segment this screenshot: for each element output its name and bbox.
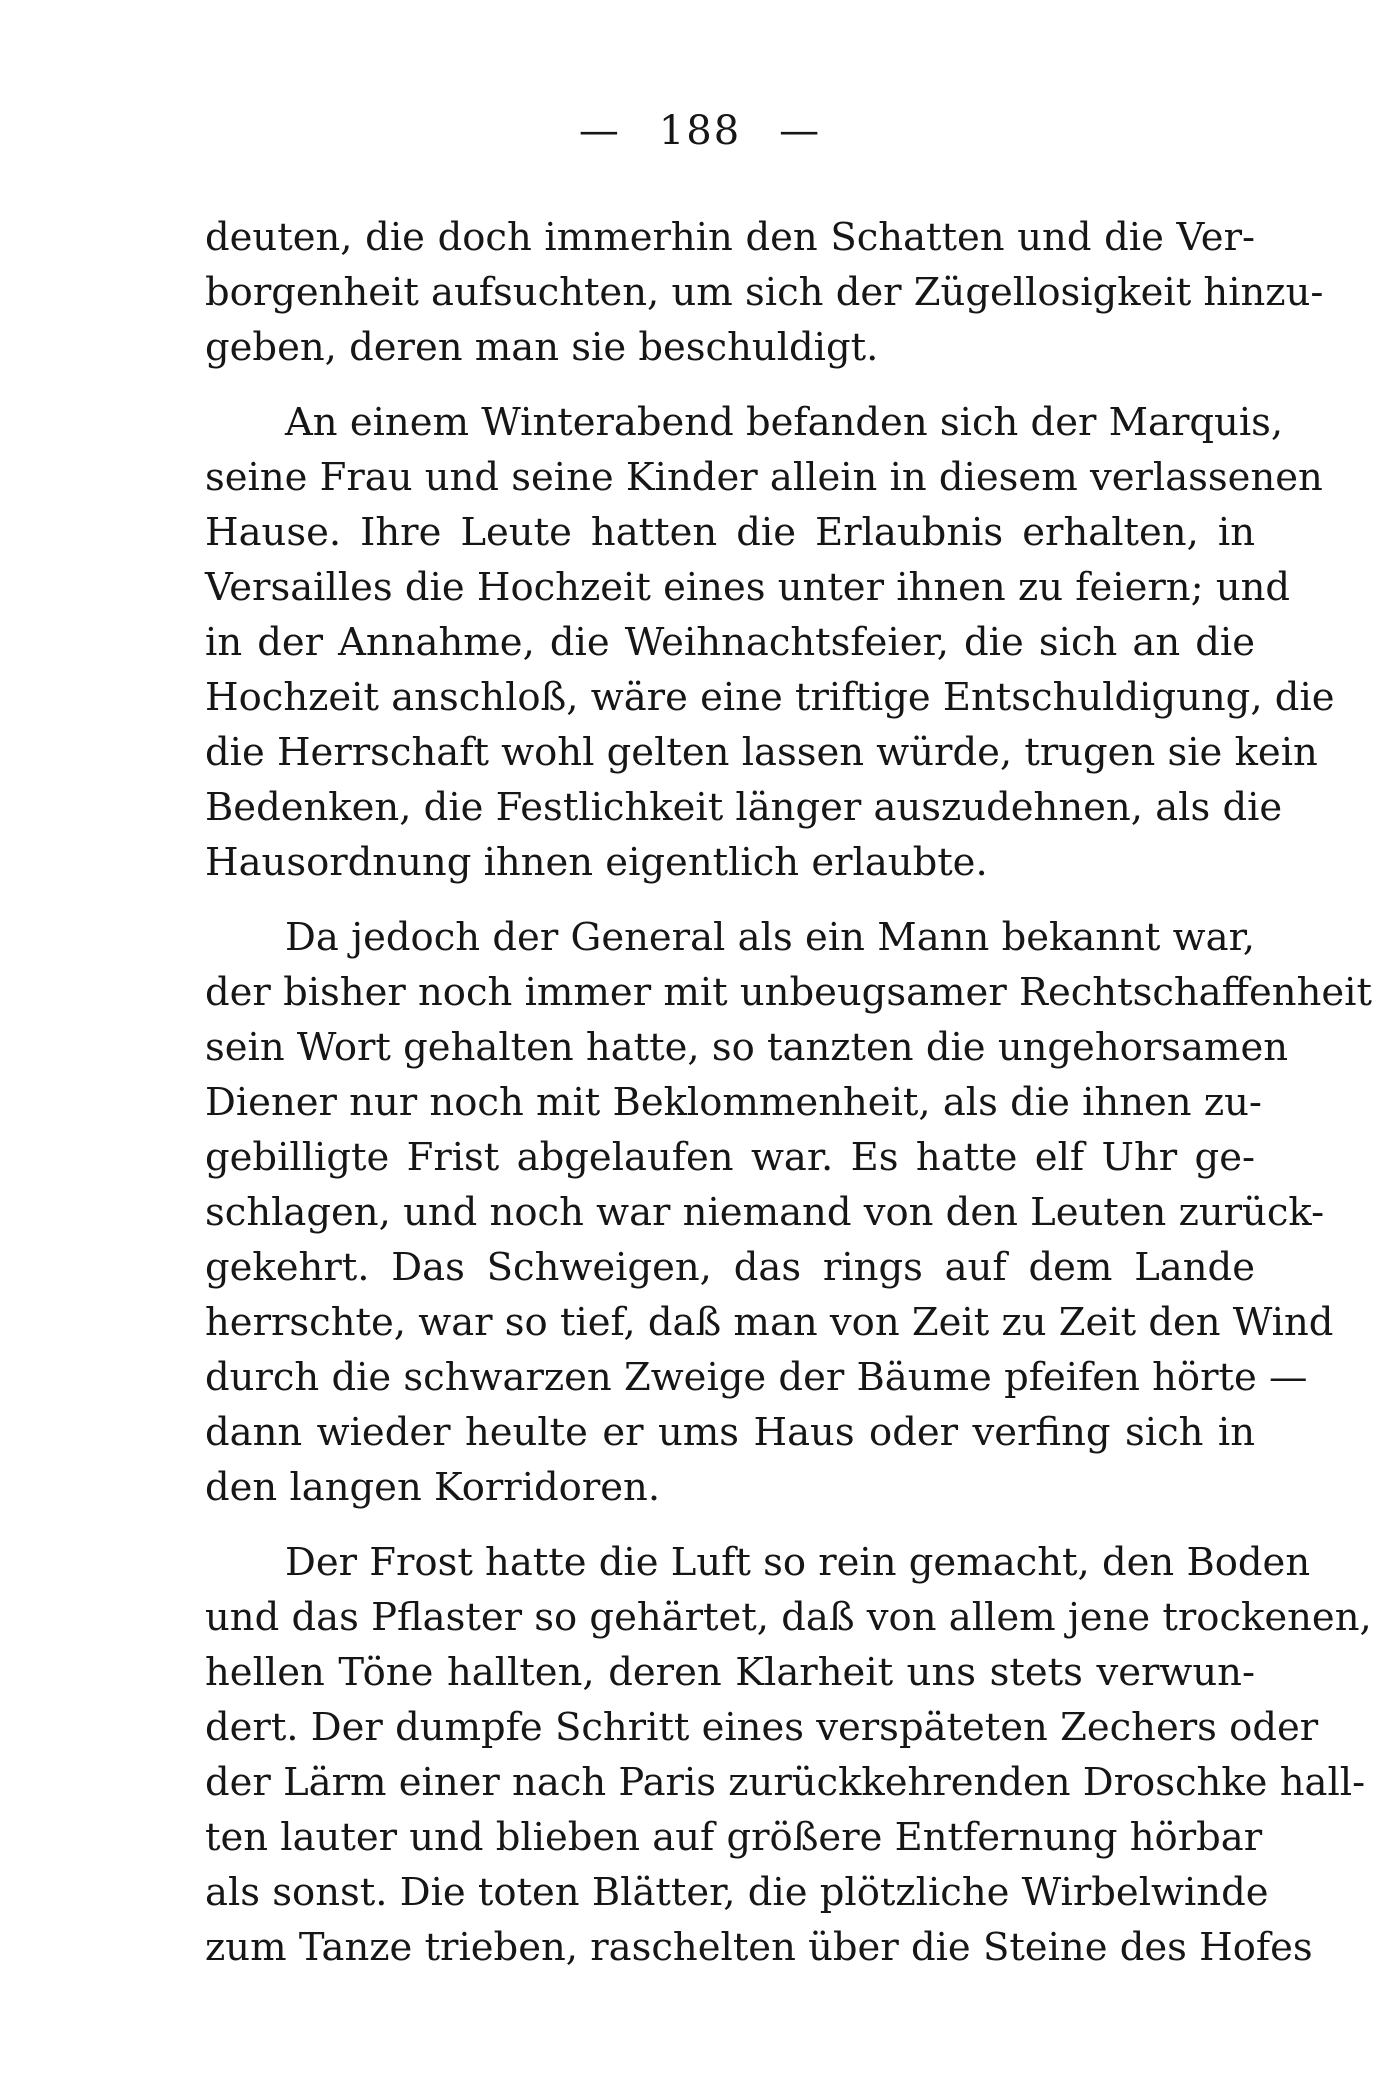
text-line: Bedenken, die Festlichkeit länger auszudehnen, als die (205, 785, 1283, 830)
text-line: geben, deren man sie beschuldigt. (205, 325, 879, 370)
text-line: borgenheit aufsuchten, um sich der Zügellosigkeit hinzu- (205, 270, 1324, 315)
text-line: seine Frau und seine Kinder allein in diesem verlassenen (205, 455, 1323, 500)
text-line: Hause. Ihre Leute hatten die Erlaubnis erhalten, in (205, 510, 1255, 555)
text-line: Hochzeit anschloß, wäre eine triftige Entschuldigung, die (205, 675, 1335, 720)
text-line: durch die schwarzen Zweige der Bäume pfeifen hörte — (205, 1355, 1308, 1400)
text-line: die Herrschaft wohl gelten lassen würde, trugen sie kein (205, 730, 1318, 775)
text-line: gebilligte Frist abgelaufen war. Es hatte elf Uhr ge- (205, 1135, 1255, 1180)
text-line: und das Pflaster so gehärtet, daß von allem jene trockenen, (205, 1595, 1372, 1640)
text-line: sein Wort gehalten hatte, so tanzten die ungehorsamen (205, 1025, 1289, 1070)
body-text (205, 210, 1372, 1975)
text-line: den langen Korridoren. (205, 1465, 661, 1510)
paragraph-3 (205, 910, 1372, 1515)
text-line: schlagen, und noch war niemand von den Leuten zurück- (205, 1190, 1325, 1235)
header-dash-left: — (578, 108, 621, 154)
page-number-header (0, 108, 1400, 154)
text-line: hellen Töne hallten, deren Klarheit uns stets verwun- (205, 1650, 1255, 1695)
page-number: 188 (658, 108, 742, 154)
text-line: in der Annahme, die Weihnachtsfeier, die sich an die (205, 620, 1255, 665)
text-line: ten lauter und blieben auf größere Entfernung hörbar (205, 1815, 1263, 1860)
header-dash-right: — (779, 108, 822, 154)
text-line: An einem Winterabend befanden sich der Marquis, (285, 400, 1284, 445)
text-line: Diener nur noch mit Beklommenheit, als die ihnen zu- (205, 1080, 1262, 1125)
text-line: Da jedoch der General als ein Mann bekannt war, (285, 915, 1255, 960)
text-line: herrschte, war so tief, daß man von Zeit zu Zeit den Wind (205, 1300, 1334, 1345)
text-line: der bisher noch immer mit unbeugsamer Rechtschaffenheit (205, 970, 1372, 1015)
text-line: der Lärm einer nach Paris zurückkehrenden Droschke hall- (205, 1760, 1366, 1805)
paragraph-1 (205, 210, 1324, 375)
paragraph-4 (205, 1535, 1372, 1975)
text-line: Versailles die Hochzeit eines unter ihnen zu feiern; und (205, 565, 1291, 610)
text-line: dann wieder heulte er ums Haus oder verfing sich in (205, 1410, 1255, 1455)
text-line: Der Frost hatte die Luft so rein gemacht, den Boden (285, 1540, 1311, 1585)
text-line: gekehrt. Das Schweigen, das rings auf dem Lande (205, 1245, 1255, 1290)
text-line: dert. Der dumpfe Schritt eines verspäteten Zechers oder (205, 1705, 1319, 1750)
text-line: als sonst. Die toten Blätter, die plötzliche Wirbelwinde (205, 1870, 1269, 1915)
paragraph-2 (205, 395, 1335, 890)
text-line: Hausordnung ihnen eigentlich erlaubte. (205, 840, 988, 885)
text-line: zum Tanze trieben, raschelten über die Steine des Hofes (205, 1925, 1313, 1970)
text-line: deuten, die doch immerhin den Schatten und die Ver- (205, 215, 1255, 260)
